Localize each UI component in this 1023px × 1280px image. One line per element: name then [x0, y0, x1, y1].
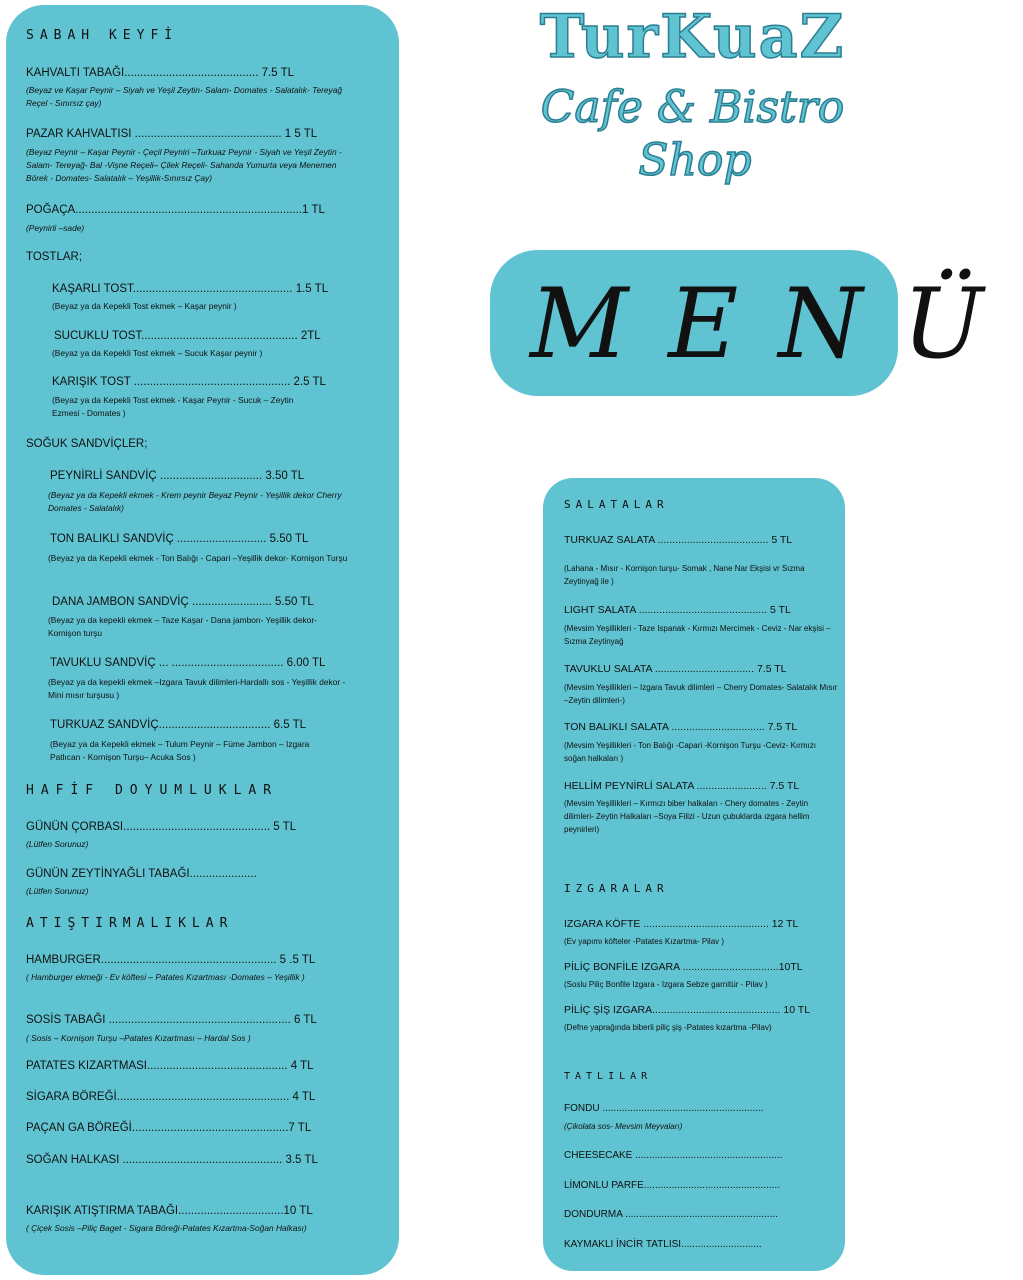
- section-heading-sabah: SABAH KEYFİ: [26, 28, 179, 43]
- menu-item-sigara-boregi: SİGARA BÖREĞİ...................................................... 4 TL: [26, 1091, 316, 1103]
- menu-item-desc: (Lütfen Sorunuz): [26, 886, 89, 896]
- menu-item-desc: (Mevsim Yeşillikleri - Ton Balığı -Capari -Kornişon Turşu -Ceviz- Kırmızı soğan halkaları ): [564, 741, 816, 763]
- menu-item-desc: ( Sosis – Kornişon Turşu –Patates Kızartması – Hardal Sos ): [26, 1033, 251, 1043]
- menu-item-pilic-sis: PİLİÇ ŞİŞ IZGARA............................................ 10 TL: [564, 1004, 811, 1016]
- menu-item-desc: (Beyaz ya da Kepekli ekmek - Krem peynir Beyaz Peynir - Yeşillik dekor Cherry Domates - Salatalık): [48, 490, 342, 513]
- menu-item-sosis: SOSİS TABAĞI ......................................................... 6 TL: [26, 1014, 317, 1026]
- menu-item-pogaca: POĞAÇA.......................................................................1 TL: [26, 204, 325, 216]
- section-heading-hafif: HAFİF DOYUMLUKLAR: [26, 783, 279, 798]
- menu-item-ton-salata: TON BALIKLI SALATA ................................ 7.5 TL: [564, 721, 798, 733]
- menu-item-desc: (Beyaz ya da Kepekli Tost ekmek - Kaşar Peynir - Sucuk – Zeytin Ezmesi - Domates ): [52, 395, 294, 418]
- menu-item-kaymakli-incir: KAYMAKLI İNCİR TATLISI.............................: [564, 1239, 762, 1250]
- menu-item-ton-sandvic: TON BALIKLI SANDVİÇ ............................ 5.50 TL: [50, 533, 309, 545]
- menu-item-sogan-halkasi: SOĞAN HALKASI .................................................. 3.5 TL: [26, 1154, 318, 1166]
- menu-item-pilic-bonfile: PİLİÇ BONFİLE IZGARA .................................10TL: [564, 961, 803, 973]
- section-heading-tatlilar: TATLILAR: [564, 1071, 653, 1082]
- brand-logo-title: TurKuaZ: [539, 2, 846, 72]
- menu-item-desc: (Soslu Piliç Bonfile Izgara - Izgara Sebze garnitür - Pilav ): [564, 980, 768, 989]
- menu-item-desc: (Mevsim Yeşillikleri – Izgara Tavuk dilimleri – Cherry Domates- Salatalık Mısır –Zeytin dilimleri-): [564, 683, 838, 705]
- menu-item-kahvalti: KAHVALTI TABAĞI.......................................... 7.5 TL: [26, 67, 294, 79]
- menu-item-desc: (Beyaz Peynir – Kaşar Peynir - Çeçil Peyniri –Turkuaz Peynir - Siyah ve Yeşil Zeytin -Salam- Tereyağ- Bal -Vişne Reçeli– Çilek Reçeli- Sahanda Yumurta veya Menemen Börek - Domates- Salatalık – Yeşillik-Sınırsız Çay): [26, 147, 342, 183]
- brand-logo-subtitle: Cafe & Bistro: [540, 82, 845, 133]
- menu-item-desc: (Beyaz ve Kaşar Peynir – Siyah ve Yeşil Zeytin- Salam- Domates - Salatalık- Tereyağ Reçel - Sınırsız çay): [26, 85, 343, 108]
- menu-item-pacanga-boregi: PAÇAN GA BÖREĞİ.................................................7 TL: [26, 1122, 312, 1134]
- menu-item-desc: (Beyaz ya da Kepekli ekmek - Ton Balığı - Capari –Yeşillik dekor- Kornişon Turşu: [48, 553, 348, 563]
- menu-item-desc: (Çikolata sos- Mevsim Meyvaları): [564, 1122, 683, 1131]
- menu-item-desc: (Mevsim Yeşillikleri – Kırmızı biber halkaları - Chery domates - Zeytin dilimleri- Zeytin Halkaları –Soya Filizi - Uzun çubuklarda ızgara hellim peynirleri): [564, 799, 810, 834]
- menu-item-peynirli-sandvic: PEYNİRLİ SANDVİÇ ................................ 3.50 TL: [50, 470, 305, 482]
- menu-item-turkuaz-sandvic: TURKUAZ SANDVİÇ................................... 6.5 TL: [50, 719, 307, 731]
- menu-item-desc: (Beyaz ya da kepekli ekmek – Taze Kaşar - Dana jambon- Yeşillik dekor-Kornişon turşu: [48, 615, 317, 638]
- menu-item-patates: PATATES KIZARTMASI............................................ 4 TL: [26, 1060, 314, 1072]
- menu-item-desc: (Beyaz ya da kepekli ekmek –Izgara Tavuk dilimleri-Hardallı sos - Yeşillik dekor - Mini mısır turşusu ): [48, 677, 346, 700]
- menu-item-desc: (Beyaz ya da Kepekli Tost ekmek – Sucuk Kaşar peynir ): [52, 348, 263, 358]
- section-heading-atistirmaliklar: ATIŞTIRMALIKLAR: [26, 916, 234, 931]
- menu-item-desc: (Peynirli –sade): [26, 223, 85, 233]
- menu-item-hamburger: HAMBURGER....................................................... 5 .5 TL: [26, 954, 316, 966]
- menu-item-dondurma: DONDURMA .......................................................: [564, 1209, 778, 1220]
- menu-item-desc: (Beyaz ya da Kepekli ekmek – Tulum Peynir – Füme Jambon – Izgara Patlıcan - Kornişon Turşu– Acuka Sos ): [50, 739, 310, 762]
- menu-item-desc: ( Hamburger ekmeği - Ev köftesi – Patates Kızartması -Domates – Yeşillik ): [26, 972, 305, 982]
- menu-item-kasarli-tost: KAŞARLI TOST.................................................. 1.5 TL: [52, 283, 329, 295]
- menu-item-cheesecake: CHEESECAKE .....................................................: [564, 1150, 783, 1161]
- menu-item-dana-sandvic: DANA JAMBON SANDVİÇ ......................... 5.50 TL: [52, 596, 314, 608]
- left-menu-panel: [6, 5, 399, 1275]
- menu-item-light-salata: LIGHT SALATA ............................................ 5 TL: [564, 604, 791, 616]
- menu-item-corba: GÜNÜN ÇORBASI.............................................. 5 TL: [26, 821, 297, 833]
- menu-item-desc: (Mevsim Yeşillikleri - Taze Ispanak - Kırmızı Mercimek - Ceviz - Nar ekşisi – Sızma Zeytinyağ: [564, 624, 831, 646]
- menu-item-desc: (Beyaz ya da Kepekli Tost ekmek – Kaşar peynir ): [52, 301, 237, 311]
- menu-item-pazar: PAZAR KAHVALTISI .............................................. 1 5 TL: [26, 128, 318, 140]
- menu-item-sucuklu-tost: SUCUKLU TOST................................................. 2TL: [54, 330, 321, 342]
- menu-item-hellim-salata: HELLİM PEYNİRLİ SALATA ........................ 7.5 TL: [564, 780, 800, 792]
- menu-item-desc: ( Çiçek Sosis –Piliç Baget - Sigara Böreği-Patates Kızartma-Soğan Halkası): [26, 1223, 307, 1233]
- menu-item-desc: (Defne yaprağında biberli piliç şiş -Patates kızartma -Pilav): [564, 1023, 772, 1032]
- menu-item-karisik-atistirma: KARIŞIK ATIŞTIRMA TABAĞI.................................10 TL: [26, 1205, 313, 1217]
- menu-title: MENÜ: [530, 268, 1023, 380]
- menu-item-karisik-tost: KARIŞIK TOST ................................................. 2.5 TL: [52, 376, 326, 388]
- menu-item-limonlu-parfe: LİMONLU PARFE.................................................: [564, 1180, 780, 1191]
- menu-item-turkuaz-salata: TURKUAZ SALATA ...................................... 5 TL: [564, 534, 793, 546]
- menu-item-desc: (Lütfen Sorunuz): [26, 839, 89, 849]
- section-heading-salatalar: SALATALAR: [564, 498, 669, 511]
- menu-item-desc: (Lahana - Mısır - Kornişon turşu- Somak , Nane Nar Ekşisi vr Sızma Zeytinyağ ile ): [564, 564, 805, 586]
- subheading-tostlar: TOSTLAR;: [26, 251, 83, 263]
- menu-item-zeytinyagli: GÜNÜN ZEYTİNYAĞLI TABAĞI.....................: [26, 868, 257, 880]
- subheading-soguk-sandvicler: SOĞUK SANDVİÇLER;: [26, 438, 148, 450]
- menu-item-izgara-kofte: IZGARA KÖFTE ........................................... 12 TL: [564, 918, 799, 930]
- menu-item-tavuklu-salata: TAVUKLU SALATA .................................. 7.5 TL: [564, 663, 787, 675]
- section-heading-izgaralar: IZGARALAR: [564, 882, 669, 895]
- menu-item-desc: (Ev yapımı köfteler -Patates Kızartma- Pilav ): [564, 937, 725, 946]
- menu-item-fondu: FONDU ..........................................................: [564, 1103, 764, 1114]
- brand-logo-shop: Shop: [638, 135, 752, 186]
- menu-item-tavuklu-sandvic: TAVUKLU SANDVİÇ ... ................................... 6.00 TL: [50, 657, 326, 669]
